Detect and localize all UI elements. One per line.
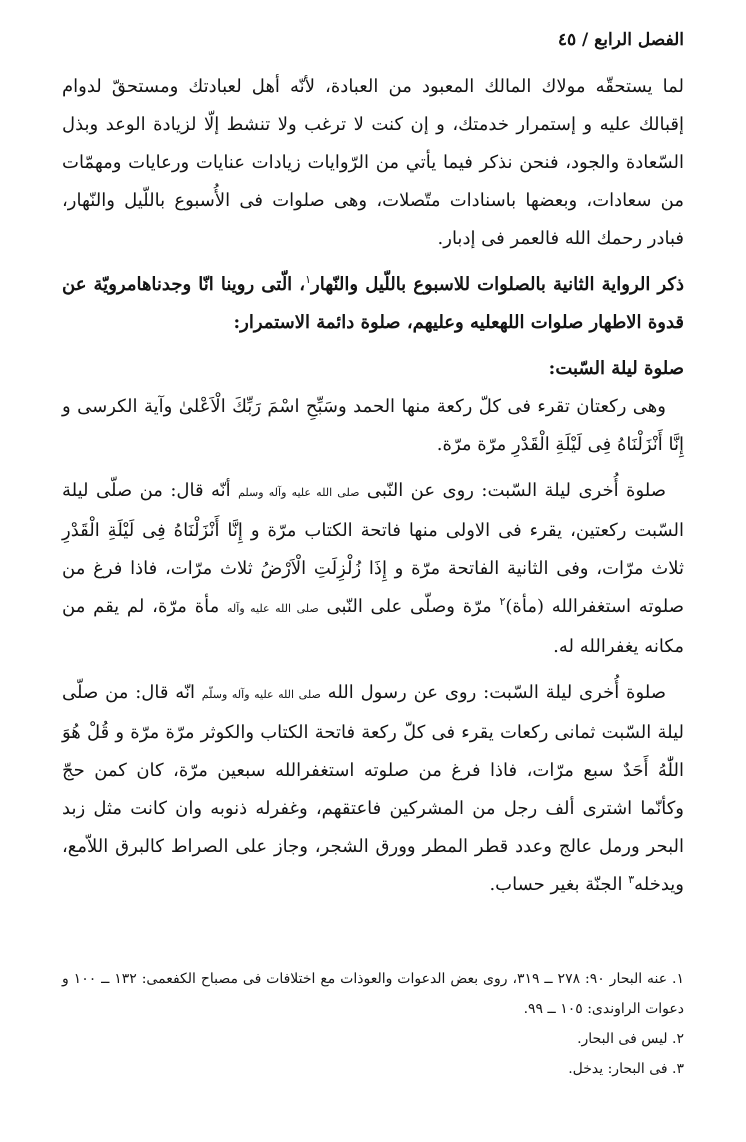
footnote-3: ٣. فى البحار: يدخل. [568, 1061, 684, 1077]
another-prayer-2-mid: انّه قال: من صلّى ليلة السّبت ثمانى ركعات يقرء فى كلّ ركعة فاتحة الكتاب والكوثر مرّة مرّة و قُلْ هُوَ اللّٰهُ أَحَدٌ سبع مرّات، فاذا فرغ من صلوته استغفرالله سبعين مرّة، كان كمن حجّ وكأنّما اشترى ألف رجل من المشركين فاعتقهم، وغفرله ذنوبه وان كانت مثل زبد البحر ورمل عالج وعدد قطر المطر وورق الشجر، وجاز على الصراط كالبرق اللاّمع، ويدخله [62, 682, 684, 895]
another-prayer-1-start: صلوة أُخرى ليلة السّبت: روى عن النّبى [359, 480, 666, 501]
saturday-night-heading: صلوة ليلة السّبت: [548, 358, 684, 379]
salawat-phrase-3: صلى الله عليه وآله وسلّم [201, 688, 321, 701]
footnote-2: ٢. ليس فى البحار. [577, 1031, 684, 1047]
another-prayer-2-start: صلوة أُخرى ليلة السّبت: روى عن رسول الله [320, 682, 666, 703]
main-text [62, 68, 684, 904]
another-prayer-1-mid: أنّه قال: من صلّى ليلة السّبت ركعتين، يقرء فى الاولى منها فاتحة الكتاب مرّة و إِنَّا أَنْزَلْنَاهُ فِى لَيْلَةِ الْقَدْرِ ثلاث مرّات، وفى الثانية الفاتحة مرّة و إِذَا زُلْزِلَتِ الْاَرْضُ ثلاث مرّات، فاذا فرغ من صلوته استغفرالله (مأة) [62, 480, 685, 617]
salawat-phrase-2: صلى الله عليه وآله [227, 602, 319, 615]
intro-paragraph: لما يستحقّه مولاك المالك المعبود من العبادة، لأنّه أهل لعبادتك ومستحقّ لدوام إقبالك عليه و إستمرار خدمتك، و إن كنت لا ترغب ولا تنشط إلّا لزيادة الوعد وبذل السّعادة والجود، فنحن نذكر فيما يأتي من الرّوايات زيادات عنايات ورعايات ومهمّات من سعادات، وبعضها باسنادات متّصلات، وهى صلوات فى الأُسبوع باللّيل والنّهار، فبادر رحمك الله فالعمر فى إدبار. [62, 76, 684, 249]
book-page [62, 0, 684, 1142]
another-prayer-1 [62, 472, 684, 666]
footnote-1: ١. عنه البحار ٩٠: ٢٧٨ ــ ٣١٩، روى بعض الدعوات والعوذات مع اختلافات فى مصباح الكفعمى: ١٣٢ ــ ١٠٠ و دعوات الراوندى: ١٠٥ ــ ٩٩. [62, 971, 685, 1017]
footnote-marker-2: ٢ [499, 595, 506, 608]
second-narration-title: ذكر الرواية الثانية بالصلوات للاسبوع باللّيل والنّهار [311, 274, 684, 295]
another-prayer-1-end: مأة مرّة، لم يقم من مكانه يغفرالله له. [62, 596, 684, 657]
second-narration-paragraph [62, 266, 684, 342]
salawat-phrase: صلى الله عليه وآله وسلم [238, 486, 360, 499]
another-prayer-1-mid2: مرّة وصلّى على النّبى [318, 596, 500, 617]
second-narration-text: ، الّتى روينا انّا وجدناهامرويّة عن قدوة الاطهار صلوات اللهعليه وعليهم، صلوة دائمة الاستمرار: [62, 274, 684, 333]
footnote-marker-1: ١ [305, 273, 312, 286]
saturday-prayer-description: وهى ركعتان تقرء فى كلّ ركعة منها الحمد وسَبِّحِ اسْمَ رَبِّكَ الْاَعْلىٰ وآية الكرسى و إِنَّا أَنْزَلْنَاهُ فِى لَيْلَةِ الْقَدْرِ مرّة مرّة. [62, 396, 684, 455]
footnotes [62, 964, 684, 1084]
running-header: الفصل الرابع / ٤٥ [557, 30, 684, 50]
footnote-marker-3: ٣ [628, 873, 635, 886]
another-prayer-2 [62, 674, 684, 904]
another-prayer-2-end: الجنّة بغير حساب. [489, 874, 629, 895]
